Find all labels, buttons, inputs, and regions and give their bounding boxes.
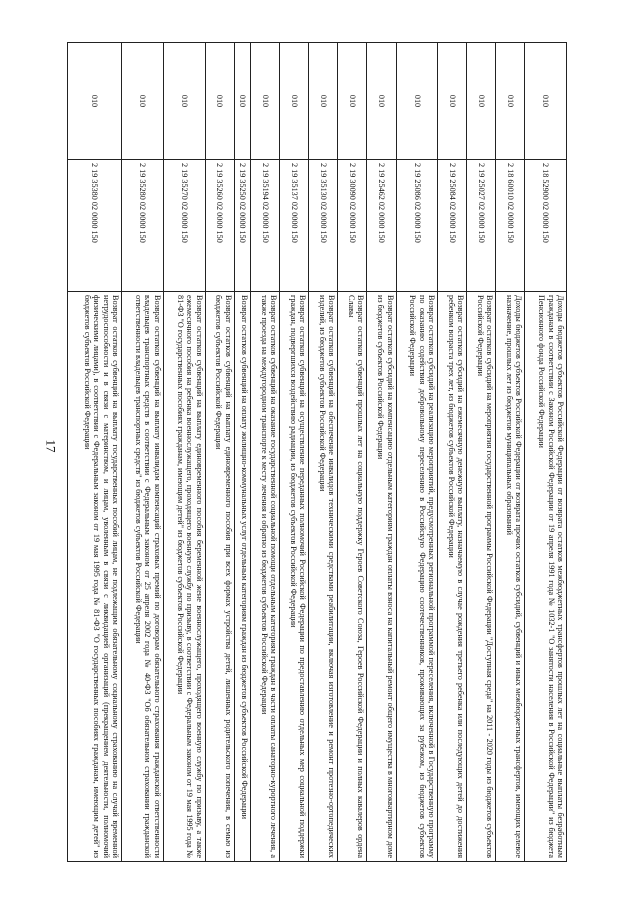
description-cell: Возврат остатков субвенций на обеспечение инвалидов техническими средствами реабилитации, включая изготовление и ремонт протезно-ортопедических изделий, из бюджетов субъектов Российской Федерации <box>309 292 338 862</box>
table-row <box>438 43 467 862</box>
description-cell: Доходы бюджетов субъектов Российской Федерации от возврата прочих остатков субсидий, субвенций и иных межбюджетных трансфертов, имеющих целевое назначение, прошлых лет из бюджетов муниципальных образований <box>496 292 525 862</box>
budget-code-cell: 2 19 25027 02 0000 150 <box>467 160 496 292</box>
table-row <box>367 43 396 862</box>
budget-code-cell: 2 18 60010 02 0000 150 <box>496 160 525 292</box>
budget-code-cell: 2 19 35270 02 0000 150 <box>163 160 205 292</box>
budget-code-cell: 2 19 25462 02 0000 150 <box>367 160 396 292</box>
description-cell: Возврат остатков субсидий на мероприятия государственной программы Российской Федерации "Доступная среда" на 2011 - 2020 годы из бюджетов субъектов Российской Федерации <box>467 292 496 862</box>
budget-code-cell: 2 19 35130 02 0000 150 <box>309 160 338 292</box>
admin-code-cell: 010 <box>280 43 309 160</box>
budget-code-cell: 2 19 35250 02 0000 150 <box>234 160 251 292</box>
table-row <box>122 43 164 862</box>
budget-code-cell: 2 19 35260 02 0000 150 <box>205 160 234 292</box>
table-row <box>251 43 280 862</box>
budget-code-cell: 2 19 25084 02 0000 150 <box>438 160 467 292</box>
description-cell: Возврат остатков субсидий на компенсацию отдельным категориям граждан оплаты взноса на капитальный ремонт общего имущества в многоквартирном доме из бюджетов субъектов Российской Федерации <box>367 292 396 862</box>
admin-code-cell: 010 <box>251 43 280 160</box>
admin-code-cell: 010 <box>205 43 234 160</box>
admin-code-cell: 010 <box>163 43 205 160</box>
admin-code-cell: 010 <box>467 43 496 160</box>
admin-code-cell: 010 <box>396 43 438 160</box>
admin-code-cell: 010 <box>234 43 251 160</box>
admin-code-cell: 010 <box>338 43 367 160</box>
description-cell: Возврат остатков субсидий на ежемесячную денежную выплату, назначаемую в случае рождения третьего ребенка или последующих детей до достижения ребенком возраста трех лет, из бюджетов субъектов Российской Федерации <box>438 292 467 862</box>
table-row <box>396 43 438 862</box>
table-row <box>525 43 567 862</box>
table-row <box>280 43 309 862</box>
budget-code-cell: 2 18 52900 02 0000 150 <box>525 160 567 292</box>
description-cell: Возврат остатков субвенций на оказание государственной социальной помощи отдельным категориям граждан в части оплаты санаторно-курортного лечения, а также проезда на междугородном транспорте к месту лечения и обратно из бюджетов субъектов Российской Федерации <box>251 292 280 862</box>
budget-code-cell: 2 19 35194 02 0000 150 <box>251 160 280 292</box>
table-row <box>338 43 367 862</box>
table-row <box>234 43 251 862</box>
description-cell: Возврат остатков субвенций на осуществление переданных полномочий Российской Федерации по предоставлению отдельных мер социальной поддержки граждан, подвергшихся воздействию радиации, из бюджетов субъектов Российской Федерации <box>280 292 309 862</box>
admin-code-cell: 010 <box>68 43 122 160</box>
description-cell: Возврат остатков субвенций на выплату государственных пособий лицам, не подлежащим обязательному социальному страхованию на случай временной нетрудоспособности и в связи с материнством, и лицам, уволенным в связи с ликвидацией организаций (прекращением деятельности, полномочий физическими лицами), в соответствии с Федеральным законом от 19 мая 1995 года № 81-ФЗ "О государственных пособиях гражданам, имеющим детей" из бюджетов субъектов Российской Федерации <box>68 292 122 862</box>
budget-code-cell: 2 19 30090 02 0000 150 <box>338 160 367 292</box>
description-cell: Возврат остатков субвенций прошлых лет на социальную поддержку Героев Советского Союза, Героев Российской Федерации и полных кавалеров ордена Славы <box>338 292 367 862</box>
table-row <box>205 43 234 862</box>
budget-codes-table <box>67 42 567 862</box>
table-body <box>68 43 567 862</box>
admin-code-cell: 010 <box>122 43 164 160</box>
table-row <box>68 43 122 862</box>
description-cell: Возврат остатков субвенций на выплату единовременного пособия при всех формах устройства детей, лишенных родительского попечения, в семью из бюджетов субъектов Российской Федерации <box>205 292 234 862</box>
admin-code-cell: 010 <box>525 43 567 160</box>
admin-code-cell: 010 <box>367 43 396 160</box>
budget-code-cell: 2 19 35137 02 0000 150 <box>280 160 309 292</box>
admin-code-cell: 010 <box>496 43 525 160</box>
description-cell: Возврат остатков субвенций на оплату жилищно-коммунальных услуг отдельным категориям граждан из бюджетов субъектов Российской Федерации <box>234 292 251 862</box>
description-cell: Возврат остатков субвенций на выплату инвалидам компенсаций страховых премий по договорам обязательного страхования гражданской ответственности владельцев транспортных средств в соответствии с Федеральным законом от 25 апреля 2002 года № 40-ФЗ "Об обязательном страховании гражданской ответственности владельцев транспортных средств" из бюджетов субъектов Российской Федерации <box>122 292 164 862</box>
description-cell: Доходы бюджетов субъектов Российской Федерации от возврата остатков межбюджетных трансфертов прошлых лет на социальные выплаты безработным гражданам в соответствии с Законом Российской Федерации от 19 апреля 1991 года № 1032-1 "О занятости населения в Российской Федерации" из бюджета Пенсионного фонда Российской Федерации <box>525 292 567 862</box>
table-row <box>496 43 525 862</box>
table-row <box>163 43 205 862</box>
budget-code-cell: 2 19 25086 02 0000 150 <box>396 160 438 292</box>
description-cell: Возврат остатков субсидий на реализацию мероприятий, предусмотренных региональной программой переселения, включенной в Государственную программу по оказанию содействия добровольному переселению в Российскую Федерацию соотечественников, проживающих за рубежом, из бюджетов субъектов Российской Федерации <box>396 292 438 862</box>
table-row <box>309 43 338 862</box>
rotated-table-wrapper <box>67 42 567 862</box>
page-number: 17 <box>43 439 59 453</box>
admin-code-cell: 010 <box>309 43 338 160</box>
budget-code-cell: 2 19 35280 02 0000 150 <box>122 160 164 292</box>
description-cell: Возврат остатков субвенций на выплату единовременного пособия беременной жене военнослужащего, проходящего военную службу по призыву, а также ежемесячного пособия на ребенка военнослужащего, проходящего военную службу по призыву, в соответствии с Федеральным законом от 19 мая 1995 года № 81-ФЗ "О государственных пособиях гражданам, имеющим детей" из бюджетов субъектов Российской Федерации <box>163 292 205 862</box>
table-row <box>467 43 496 862</box>
admin-code-cell: 010 <box>438 43 467 160</box>
budget-code-cell: 2 19 35380 02 0000 150 <box>68 160 122 292</box>
